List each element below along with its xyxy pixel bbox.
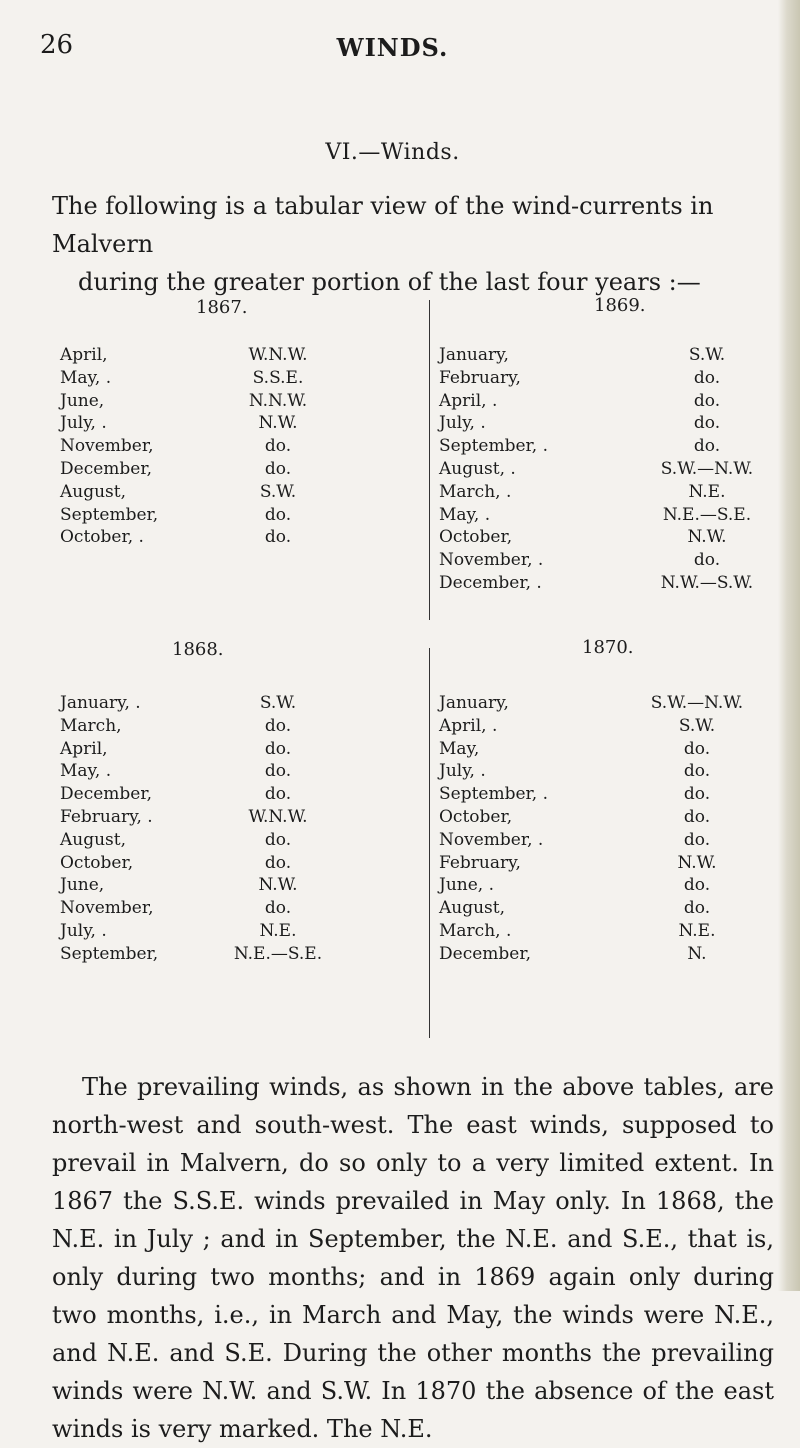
wind-cell: N.E. — [678, 921, 716, 941]
table-row — [60, 345, 420, 367]
month-cell: December, — [60, 784, 152, 805]
wind-cell: do. — [683, 875, 711, 896]
intro-text — [52, 187, 772, 301]
table-row — [439, 391, 779, 413]
month-cell: February, — [439, 852, 521, 873]
wind-cell: do. — [264, 436, 292, 457]
table-row — [60, 921, 420, 943]
wind-cell: do. — [264, 715, 292, 736]
month-cell: May, . — [439, 504, 491, 525]
wind-cell: S.W. — [688, 345, 726, 365]
column-divider — [429, 648, 430, 1038]
wind-cell: S.W. — [259, 693, 297, 713]
wind-cell: N. — [687, 943, 707, 964]
table-row — [439, 345, 779, 367]
table-row — [439, 807, 779, 829]
month-cell: November, — [60, 436, 154, 457]
table-row — [60, 459, 420, 481]
table-row — [439, 898, 779, 920]
month-cell: April, . — [439, 390, 498, 411]
wind-cell: N.W. — [258, 875, 298, 896]
table-1869 — [439, 345, 779, 615]
month-cell: November, . — [439, 829, 544, 850]
month-cell: October, — [439, 527, 513, 548]
month-cell: July, . — [439, 413, 486, 434]
month-cell: February, — [439, 367, 521, 388]
body-paragraph — [52, 1068, 774, 1448]
paragraph-text: The prevailing winds, as shown in the above tables, are north-west and south-west. The east winds, supposed to prevail in Malvern, do so only to a very limited extent. In 1867 the S.S.E. winds prevailed in May only. In 1868, the N.E. in July ; and in September, the N.E. and S.E., that is, only during two months; and in 1869 again only during two months, i.e., in March and May, the winds were N.E., and N.E. and S.E. During the other months the prevailing winds were N.W. and S.W. In 1870 the absence of the east winds is very marked. The N.E. — [52, 1073, 774, 1443]
wind-cell: W.N.W. — [248, 345, 308, 365]
table-row — [439, 784, 779, 806]
month-cell: January, — [439, 345, 509, 365]
month-cell: August, — [439, 898, 506, 919]
table-row — [60, 391, 420, 413]
month-cell: November, . — [439, 550, 544, 571]
table-row — [439, 573, 779, 595]
table-1868 — [60, 693, 420, 983]
wind-cell: N.E.—S.E. — [662, 504, 752, 525]
wind-cell: S.S.E. — [252, 367, 304, 388]
table-row — [439, 505, 779, 527]
wind-cell: N.E. — [259, 921, 297, 941]
wind-cell: do. — [683, 761, 711, 782]
wind-cell: N.E. — [688, 481, 726, 502]
month-cell: August, — [60, 481, 127, 502]
wind-cell: N.W. — [687, 527, 727, 548]
table-row — [60, 368, 420, 390]
month-cell: July, . — [60, 413, 107, 434]
table-row — [60, 853, 420, 875]
month-cell: November, — [60, 898, 154, 919]
month-cell: March, — [60, 715, 122, 736]
table-row — [439, 944, 779, 966]
wind-cell: do. — [264, 852, 292, 873]
month-cell: January, . — [60, 693, 141, 713]
month-cell: October, — [439, 807, 513, 827]
month-cell: September, — [60, 943, 159, 964]
column-divider — [429, 300, 430, 620]
month-cell: December, — [439, 943, 531, 964]
table-row — [439, 921, 779, 943]
table-row — [60, 505, 420, 527]
table-row — [439, 875, 779, 897]
wind-cell: do. — [693, 367, 721, 388]
wind-cell: S.W. — [259, 481, 297, 502]
wind-cell: do. — [683, 738, 711, 759]
wind-cell: do. — [264, 527, 292, 548]
table-row — [60, 784, 420, 806]
table-row — [60, 739, 420, 761]
table-1870 — [439, 693, 779, 983]
wind-cell: do. — [264, 784, 292, 805]
table-row — [60, 527, 420, 549]
month-cell: August, . — [439, 459, 516, 479]
table-row — [439, 693, 779, 715]
wind-cell: do. — [264, 898, 292, 919]
table-row — [60, 482, 420, 504]
wind-cell: do. — [264, 504, 292, 525]
month-cell: July, . — [60, 921, 107, 941]
month-cell: June, — [60, 390, 105, 411]
wind-cell: do. — [264, 829, 292, 850]
month-cell: August, — [60, 829, 127, 850]
wind-cell: N.W. — [258, 413, 298, 434]
page-number: 26 — [40, 30, 74, 60]
wind-cell: do. — [264, 761, 292, 782]
wind-cell: N.W. — [677, 852, 717, 873]
wind-cell: do. — [693, 390, 721, 411]
table-row — [60, 807, 420, 829]
table-row — [60, 830, 420, 852]
month-cell: February, . — [60, 807, 153, 827]
month-cell: April, . — [439, 715, 498, 736]
wind-cell: do. — [264, 459, 292, 479]
year-heading-1869: 1869. — [594, 295, 646, 316]
month-cell: May, . — [60, 761, 112, 782]
table-row — [439, 853, 779, 875]
month-cell: May, — [439, 738, 480, 759]
table-row — [439, 716, 779, 738]
table-row — [60, 898, 420, 920]
month-cell: October, — [60, 852, 134, 873]
month-cell: October, . — [60, 527, 144, 548]
intro-line: during the greater portion of the last four years :— — [78, 268, 701, 296]
wind-cell: do. — [683, 807, 711, 827]
year-heading-1868: 1868. — [172, 639, 224, 660]
wind-cell: S.W. — [678, 715, 716, 736]
year-heading-1870: 1870. — [582, 637, 634, 658]
wind-cell: do. — [683, 829, 711, 850]
wind-cell: do. — [693, 550, 721, 571]
table-row — [439, 459, 779, 481]
month-cell: March, . — [439, 481, 512, 502]
wind-cell: N.N.W. — [248, 390, 308, 411]
wind-cell: N.W.—S.W. — [660, 573, 754, 593]
table-row — [439, 550, 779, 572]
table-row — [60, 413, 420, 435]
page-edge — [778, 0, 800, 1291]
month-cell: June, . — [439, 875, 494, 896]
table-row — [60, 693, 420, 715]
month-cell: December, . — [439, 573, 542, 593]
table-row — [60, 716, 420, 738]
month-cell: September, . — [439, 436, 549, 457]
table-row — [60, 944, 420, 966]
month-cell: September, . — [439, 784, 549, 805]
table-row — [439, 368, 779, 390]
wind-cell: N.E.—S.E. — [233, 943, 323, 964]
month-cell: May, . — [60, 367, 112, 388]
year-heading-1867: 1867. — [196, 297, 248, 318]
wind-cell: do. — [693, 436, 721, 457]
month-cell: December, — [60, 459, 152, 479]
table-row — [439, 482, 779, 504]
table-row — [439, 436, 779, 458]
table-row — [60, 761, 420, 783]
month-cell: March, . — [439, 921, 512, 941]
table-row — [439, 761, 779, 783]
table-row — [439, 413, 779, 435]
wind-cell: W.N.W. — [248, 807, 308, 827]
intro-line: The following is a tabular view of the wind-currents in Malvern — [52, 192, 714, 258]
month-cell: July, . — [439, 761, 486, 782]
running-title: WINDS. — [336, 33, 449, 62]
table-row — [439, 830, 779, 852]
table-row — [60, 436, 420, 458]
month-cell: January, — [439, 693, 509, 713]
month-cell: April, — [60, 345, 108, 365]
month-cell: September, — [60, 504, 159, 525]
wind-cell: do. — [683, 784, 711, 805]
wind-cell: do. — [693, 413, 721, 434]
page-header — [0, 30, 800, 70]
wind-cell: do. — [264, 738, 292, 759]
table-1867 — [60, 345, 420, 565]
month-cell: April, — [60, 738, 108, 759]
table-row — [439, 527, 779, 549]
wind-cell: S.W.—N.W. — [660, 459, 754, 479]
month-cell: June, — [60, 875, 105, 896]
wind-cell: S.W.—N.W. — [650, 693, 744, 713]
wind-cell: do. — [683, 898, 711, 919]
table-row — [60, 875, 420, 897]
section-title: VI.—Winds. — [325, 140, 460, 165]
table-row — [439, 739, 779, 761]
